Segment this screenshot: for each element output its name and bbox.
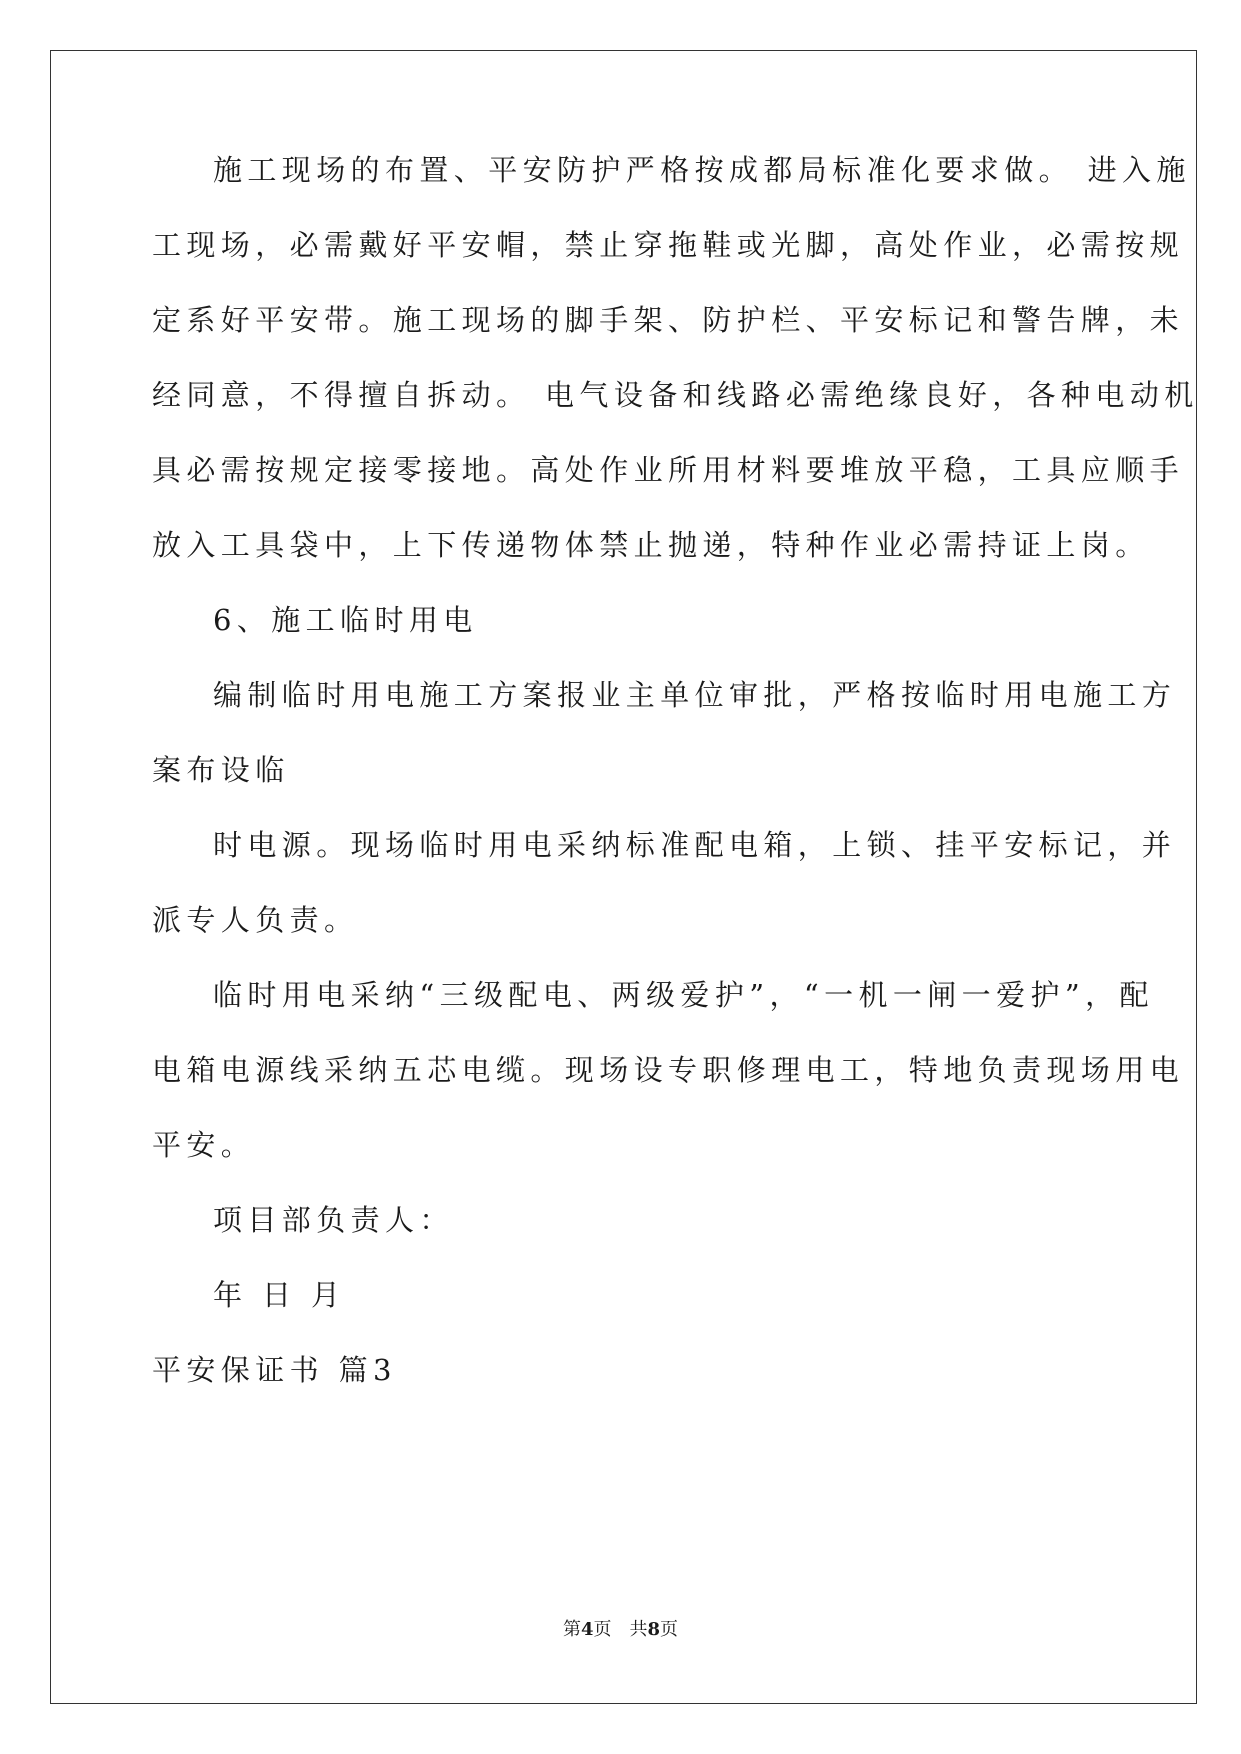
footer-prefix: 第 <box>562 1619 581 1640</box>
paragraph-line: 定系好平安带。施工现场的脚手架、防护栏、平安标记和警告牌，未 <box>152 303 1185 337</box>
signature-label: 项目部负责人： <box>213 1203 454 1237</box>
paragraph-line: 案布设临 <box>152 753 290 787</box>
current-page-number: 4 <box>580 1619 594 1640</box>
paragraph-line: 临时用电采纳“三级配电、两级爱护”，“一机一闸一爱护”，配 <box>213 978 1154 1012</box>
footer-middle: 页 共 <box>593 1619 648 1640</box>
paragraph-line: 施工现场的布置、平安防护严格按成都局标准化要求做。 进入施 <box>213 153 1191 187</box>
page-footer <box>0 1618 1241 1642</box>
document-title: 平安保证书 篇3 <box>152 1353 397 1387</box>
paragraph-line: 经同意，不得擅自拆动。 电气设备和线路必需绝缘良好，各种电动机 <box>152 378 1199 412</box>
paragraph-line: 工现场，必需戴好平安帽，禁止穿拖鞋或光脚，高处作业，必需按规 <box>152 228 1185 262</box>
paragraph-line: 编制临时用电施工方案报业主单位审批，严格按临时用电施工方 <box>213 678 1177 712</box>
date-line: 年 日 月 <box>213 1278 346 1312</box>
paragraph-line: 派专人负责。 <box>152 903 359 937</box>
paragraph-line: 平安。 <box>152 1128 256 1162</box>
paragraph-line: 时电源。现场临时用电采纳标准配电箱，上锁、挂平安标记，并 <box>213 828 1177 862</box>
paragraph-line: 具必需按规定接零接地。高处作业所用材料要堆放平稳，工具应顺手 <box>152 453 1185 487</box>
section-heading: 6、施工临时用电 <box>213 603 478 637</box>
total-page-number: 8 <box>647 1619 661 1640</box>
page-border <box>50 50 1197 1704</box>
paragraph-line: 电箱电源线采纳五芯电缆。现场设专职修理电工，特地负责现场用电 <box>152 1053 1185 1087</box>
footer-suffix: 页 <box>660 1619 679 1640</box>
paragraph-line: 放入工具袋中，上下传递物体禁止抛递，特种作业必需持证上岗。 <box>152 528 1150 562</box>
